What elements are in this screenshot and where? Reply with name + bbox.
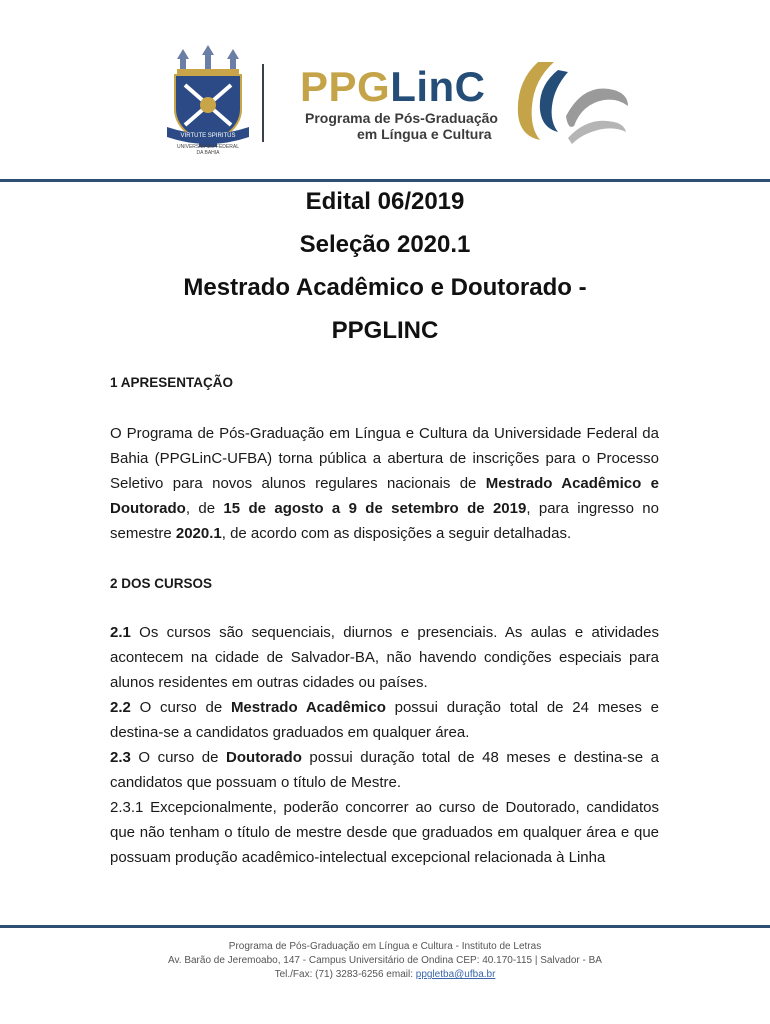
title-line-program: PPGLINC bbox=[331, 317, 439, 344]
brand-name bbox=[300, 63, 498, 110]
brand-ppg: PPG bbox=[300, 63, 391, 110]
ppglinc-swoosh-icon bbox=[506, 56, 630, 146]
email-link[interactable]: ppgletba@ufba.br bbox=[415, 969, 496, 980]
brand-linc: LinC bbox=[390, 63, 486, 110]
item-2-3-1: 2.3.1 Excepcionalmente, poderão concorrer ao curso de Doutorado, candidatos que não tenham o título de mestre desde que graduados em qualquer área e que possuam produção acadêmico-intelectual excepcional relacionada à Linha bbox=[110, 799, 659, 866]
item-2-2 bbox=[110, 695, 659, 745]
item-number: 2.2 bbox=[110, 699, 131, 716]
footer-line-2: Av. Barão de Jeremoabo, 147 - Campus Universitário de Ondina CEP: 40.170-115 | Salvador - BA bbox=[168, 955, 602, 966]
bold-text-run: Mestrado Acadêmico e Doutorado bbox=[110, 475, 659, 517]
footer-rule bbox=[0, 925, 770, 928]
bold-text-run: Doutorado bbox=[226, 749, 302, 766]
title-line-cursos: Mestrado Acadêmico e Doutorado - bbox=[183, 274, 587, 301]
text-run: O curso de bbox=[130, 699, 231, 716]
ufba-caption-line2: DA BAHIA bbox=[196, 150, 220, 156]
text-run: , de acordo com as disposições a seguir detalhadas. bbox=[221, 525, 572, 542]
document-body bbox=[110, 373, 659, 870]
section-1-paragraph bbox=[110, 421, 659, 546]
ppglinc-wordmark bbox=[300, 63, 498, 142]
page-footer bbox=[0, 940, 770, 982]
page-header bbox=[0, 0, 770, 180]
section-2-heading: 2 DOS CURSOS bbox=[110, 576, 213, 591]
ufba-caption-line1: UNIVERSIDADE FEDERAL bbox=[177, 144, 239, 150]
title-line-selecao: Seleção 2020.1 bbox=[299, 231, 471, 258]
item-number: 2.1 bbox=[110, 624, 131, 641]
title-line-edital: Edital 06/2019 bbox=[305, 188, 465, 215]
bold-text-run: 15 de agosto a 9 de setembro de 2019 bbox=[223, 500, 527, 517]
ufba-caption bbox=[150, 144, 266, 156]
bold-text-run: 2020.1 bbox=[175, 525, 222, 542]
text-run: O Programa de Pós-Graduação em Língua e Cultura da Universidade Federal da Bahia (PPGLinC-UFBA) torna pública a abertura de inscrições para o Processo Seletivo para novos alunos regulares nacionais de bbox=[110, 425, 659, 492]
text-run: Os cursos são sequenciais, diurnos e presenciais. As aulas e atividades acontecem na cidade de Salvador-BA, não havendo condições especiais para alunos residentes em outras cidades ou países. bbox=[110, 624, 659, 691]
section-1-heading: 1 APRESENTAÇÃO bbox=[110, 375, 234, 390]
item-2-3 bbox=[110, 745, 659, 795]
bold-text-run: Mestrado Acadêmico bbox=[230, 699, 386, 716]
text-run: possui duração total de 48 meses e destina-se a candidatos que possuam o título de Mestre. bbox=[110, 749, 660, 791]
header-divider bbox=[262, 64, 264, 142]
item-2-1 bbox=[110, 620, 659, 695]
text-run: , de bbox=[185, 500, 224, 517]
footer-line-1: Programa de Pós-Graduação em Língua e Cultura - Instituto de Letras bbox=[228, 941, 542, 952]
text-run: O curso de bbox=[130, 749, 227, 766]
text-run: , para ingresso no semestre bbox=[110, 500, 659, 542]
document-title-block bbox=[0, 180, 770, 352]
brand-subtitle-line2: em Língua e Cultura bbox=[357, 126, 492, 142]
brand-subtitle-line1: Programa de Pós-Graduação bbox=[305, 110, 498, 126]
svg-text:VIRTUTE SPIRITUS: VIRTUTE SPIRITUS bbox=[180, 133, 236, 139]
footer-contact-text: Tel./Fax: (71) 3283-6256 email: bbox=[274, 969, 416, 980]
footer-line-3 bbox=[0, 968, 770, 982]
item-number: 2.3 bbox=[110, 749, 131, 766]
text-run: possui duração total de 24 meses e destina-se a candidatos graduados em qualquer área. bbox=[110, 699, 659, 741]
